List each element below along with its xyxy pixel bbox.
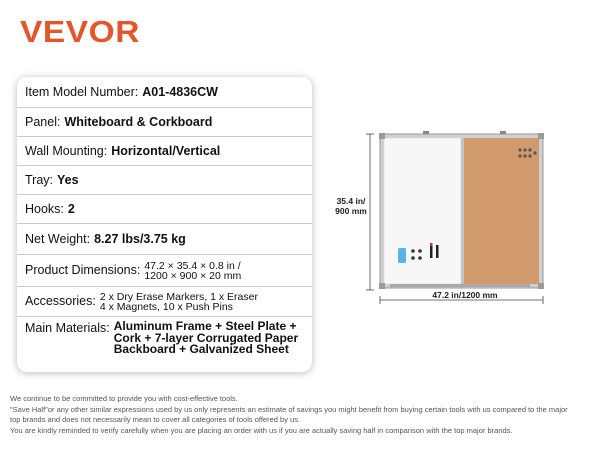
eraser-icon [398, 248, 406, 263]
spec-value-tray: Yes [57, 172, 79, 187]
marker-red-cap-icon [430, 243, 433, 246]
spec-row-weight [17, 224, 312, 255]
spec-table [17, 77, 312, 372]
spec-row-accessories [17, 287, 312, 317]
panel-divider [461, 138, 464, 284]
spec-value-dimensions-line2: 1200 × 900 × 20 mm [144, 269, 242, 282]
disclaimer-footer [10, 394, 595, 436]
disclaimer-line1: We continue to be committed to provide you with cost-effective tools. [10, 394, 238, 403]
marker-tray [390, 284, 530, 287]
spec-label-model: Item Model Number: [25, 84, 139, 99]
spec-value-weight: 8.27 lbs/3.75 kg [94, 231, 186, 246]
height-dimension-line2: 900 mm [335, 206, 367, 216]
spec-row-hooks [17, 195, 312, 224]
spec-label-materials: Main Materials: [25, 321, 110, 335]
spec-label-accessories: Accessories: [25, 294, 96, 309]
marker-black-icon [430, 245, 433, 258]
spec-label-tray: Tray: [25, 172, 54, 187]
spec-value-accessories [100, 292, 258, 312]
spec-value-mounting: Horizontal/Vertical [111, 143, 221, 158]
hook-right [500, 131, 506, 134]
spec-label-hooks: Hooks: [25, 201, 64, 216]
brand-logo: VEVOR [20, 14, 140, 49]
spec-value-materials: Aluminum Frame + Steel Plate + Cork + 7-layer Corrugated Paper Backboard + Galvanized Sheet [113, 319, 299, 356]
height-dimension-label [330, 196, 372, 216]
marker-second-icon [436, 245, 439, 258]
spec-label-mounting: Wall Mounting: [25, 143, 108, 158]
spec-value-dimensions-line1: 47.2 × 35.4 × 0.8 in / [144, 259, 241, 272]
product-diagram [330, 120, 600, 320]
height-dimension-line1: 35.4 in/ [336, 196, 366, 206]
whiteboard-panel [384, 138, 461, 284]
spec-label-panel: Panel: [25, 114, 61, 129]
spec-value-model: A01-4836CW [142, 84, 218, 99]
frame-corner-tr [538, 133, 544, 139]
spec-row-panel [17, 108, 312, 137]
spec-label-dimensions: Product Dimensions: [25, 263, 141, 278]
disclaimer-line2: "Save Half"or any other similar expressions used by us only represents an estimate of savings you might benefit from buying certain tools with us compared to the major [10, 404, 568, 414]
frame-corner-br [538, 283, 544, 289]
spec-value-hooks: 2 [67, 201, 75, 216]
spec-label-weight: Net Weight: [25, 231, 91, 246]
spec-value-dimensions [144, 261, 241, 281]
spec-row-mounting [17, 137, 312, 166]
disclaimer-line3: top brands and does not necessarily mean to cover all categories of tools offered by us. [10, 415, 301, 424]
width-dimension-label: 47.2 in/1200 mm [432, 290, 498, 300]
disclaimer-line4: You are kindly reminded to verify carefully when you are placing an order with us if you are actually saving half in comparison with the top major brands. [10, 425, 513, 435]
spec-row-tray [17, 166, 312, 195]
spec-row-model [17, 77, 312, 108]
spec-row-materials [17, 317, 312, 372]
spec-value-panel: Whiteboard & Corkboard [64, 114, 213, 129]
spec-value-accessories-line1: 2 x Dry Erase Markers, 1 x Eraser [99, 290, 258, 303]
frame-corner-bl [379, 283, 385, 289]
hook-left [423, 131, 429, 134]
frame-corner-tl [379, 133, 385, 139]
corkboard-panel [464, 138, 539, 284]
spec-value-accessories-line2: 4 x Magnets, 10 x Push Pins [99, 300, 233, 313]
spec-row-dimensions [17, 255, 312, 287]
